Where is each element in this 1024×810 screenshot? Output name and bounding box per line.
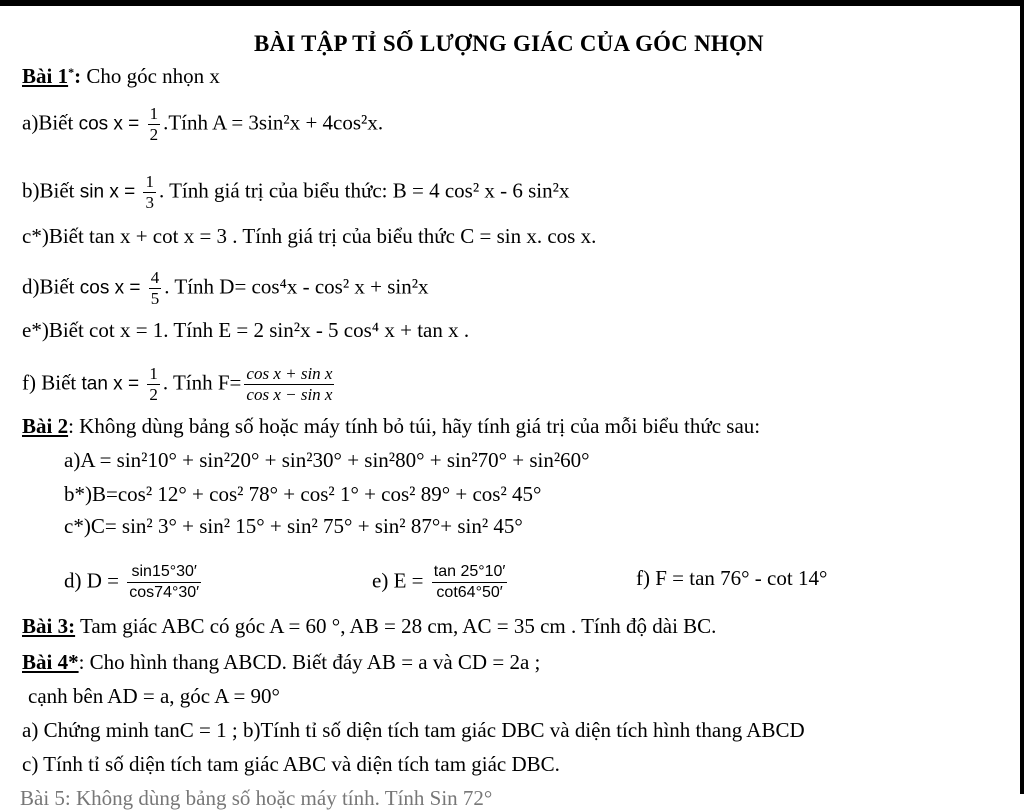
document-title: BÀI TẬP TỈ SỐ LƯỢNG GIÁC CỦA GÓC NHỌN xyxy=(253,31,764,56)
bai1-a-rest: .Tính A = 3sin²x + 4cos²x. xyxy=(163,110,384,135)
bai2-d-den: cos74°30′ xyxy=(129,584,200,601)
bai2-e-prefix: e) E = xyxy=(372,568,429,593)
bai3-text: Tam giác ABC có góc A = 60 °, AB = 28 cm, AC = 35 cm . Tính độ dài BC. xyxy=(75,614,717,638)
bai1-f-den: 2 xyxy=(149,385,158,404)
bai1-f-num: 1 xyxy=(149,364,158,383)
bai2-f: f) F = tan 76° - cot 14° xyxy=(636,566,828,590)
top-border xyxy=(0,0,1024,6)
right-border xyxy=(1020,0,1024,794)
bai4-label: Bài 4* xyxy=(22,650,79,674)
bai1-d-rest: . Tính D= cos⁴x - cos² x + sin²x xyxy=(164,274,429,299)
bai2-d-fraction xyxy=(127,562,201,603)
bai2-label: Bài 2 xyxy=(22,414,69,438)
bai1-f-expr-den: cos x − sin x xyxy=(246,385,333,404)
bai1-a-fraction xyxy=(148,104,161,145)
bai3-label: Bài 3: xyxy=(22,614,76,638)
bai2-c: c*)C= sin² 3° + sin² 15° + sin² 75° + sin² 87°+ sin² 45° xyxy=(64,514,523,538)
bai1-a-prefix: a)Biết xyxy=(22,110,79,135)
bai1-d-prefix: d)Biết xyxy=(22,274,80,299)
bai4-line3: a) Chứng minh tanC = 1 ; b)Tính tỉ số diện tích tam giác DBC và diện tích hình thang ABCD xyxy=(22,718,805,742)
bai3 xyxy=(22,614,716,638)
bai1-d-num: 4 xyxy=(150,268,160,287)
bai1-b-den: 3 xyxy=(145,193,154,212)
bai2-d xyxy=(64,562,204,603)
bai1-heading xyxy=(22,64,220,88)
cutoff-line: Bài 5: Không dùng bảng số hoặc máy tính. Tính Sin 72° xyxy=(20,786,493,810)
bai1-b-fraction xyxy=(143,172,156,213)
bai1-colon: : xyxy=(74,64,82,88)
bai1-f-tan: tan x = xyxy=(81,373,145,395)
bai1-f-mid: . Tính F= xyxy=(162,370,242,395)
bai1-d-fraction xyxy=(149,268,162,309)
bai2-intro: : Không dùng bảng số hoặc máy tính bỏ túi, hãy tính giá trị của mỗi biểu thức sau: xyxy=(68,414,761,438)
bai1-b-num: 1 xyxy=(145,172,154,191)
bai2-e-den: cot64°50′ xyxy=(436,584,503,601)
bai1-a-num: 1 xyxy=(149,104,159,123)
bai1-e: e*)Biết cot x = 1. Tính E = 2 sin²x - 5 cos⁴ x + tan x . xyxy=(22,318,470,342)
bai1-d-den: 5 xyxy=(150,289,160,308)
bai1-f-prefix: f) Biết xyxy=(22,370,82,395)
bai2-heading xyxy=(22,414,760,438)
bai2-e-fraction xyxy=(432,562,508,603)
bai1-c: c*)Biết tan x + cot x = 3 . Tính giá trị của biểu thức C = sin x. cos x. xyxy=(22,224,597,248)
bai1-d-cos: cos x = xyxy=(79,277,146,299)
bai1-b-rest: . Tính giá trị của biểu thức: B = 4 cos² x - 6 sin²x xyxy=(158,178,570,203)
bai1-a-den: 2 xyxy=(149,125,159,144)
bai2-a: a)A = sin²10° + sin²20° + sin²30° + sin²80° + sin²70° + sin²60° xyxy=(64,448,590,472)
bai2-d-prefix: d) D = xyxy=(64,568,125,593)
bai1-f-fraction xyxy=(147,364,160,405)
bai2-e-num: tan 25°10′ xyxy=(432,562,508,583)
bai4-line4: c) Tính tỉ số diện tích tam giác ABC và diện tích tam giác DBC. xyxy=(22,752,560,776)
bai1-d xyxy=(22,268,429,309)
bai4-line2: cạnh bên AD = a, góc A = 90° xyxy=(28,684,280,708)
bai1-f-expression-fraction xyxy=(244,364,334,405)
bai1-f-expr-num: cos x + sin x xyxy=(246,364,333,383)
bai1-a-cos: cos x = xyxy=(78,113,145,135)
bai1-f xyxy=(22,364,337,405)
bai1-label: Bài 1 xyxy=(22,64,69,88)
bai2-b: b*)B=cos² 12° + cos² 78° + cos² 1° + cos² 89° + cos² 45° xyxy=(64,482,542,506)
bai4-intro: : Cho hình thang ABCD. Biết đáy AB = a và CD = 2a ; xyxy=(78,650,541,674)
bai1-intro: Cho góc nhọn x xyxy=(81,64,220,88)
bai2-d-num: sin15°30′ xyxy=(127,562,201,583)
bai1-b xyxy=(22,172,569,213)
bai1-b-prefix: b)Biết xyxy=(22,178,80,203)
bai2-e xyxy=(372,562,510,603)
bai1-a xyxy=(22,104,383,145)
bai1-star: * xyxy=(68,65,75,79)
bai1-b-sin: sin x = xyxy=(79,181,141,203)
bai4-heading xyxy=(22,650,540,674)
